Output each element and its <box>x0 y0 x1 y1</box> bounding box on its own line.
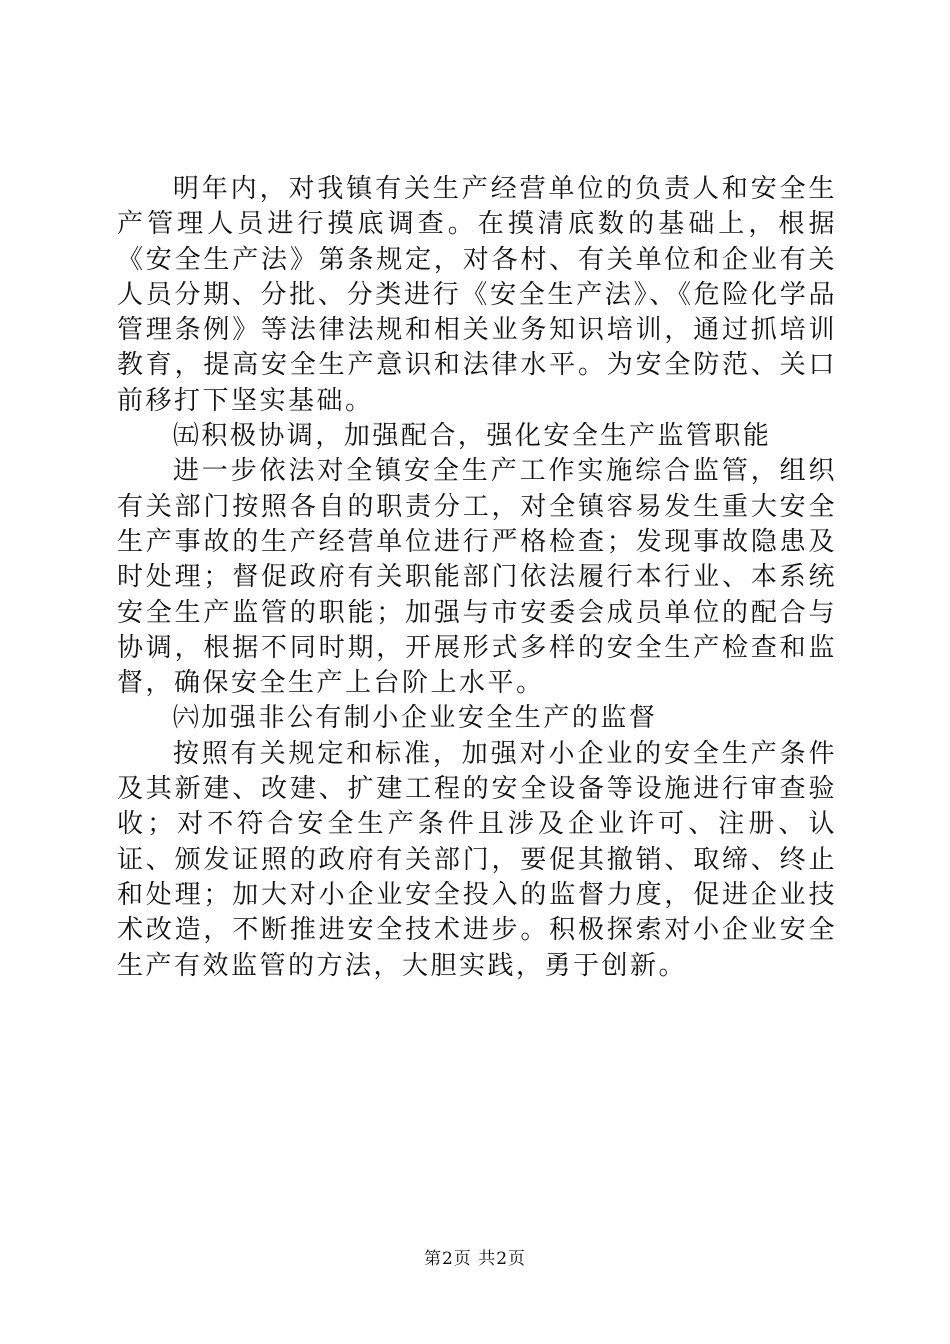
body-paragraph: 明年内，对我镇有关生产经营单位的负责人和安全生产管理人员进行摸底调查。在摸清底数的基础上，根据《安全生产法》第条规定，对各村、有关单位和企业有关人员分期、分批、分类进行《安全生产法》、《危险化学品管理条例》等法律法规和相关业务知识培训，通过抓培训教育，提高安全生产意识和法律水平。为安全防范、关口前移打下坚实基础。 <box>117 174 837 416</box>
section-heading: ㈥加强非公有制小企业安全生产的监督 <box>172 703 658 734</box>
page-number-footer: 第2页 共2页 <box>423 1249 527 1269</box>
document-body <box>117 172 837 984</box>
body-paragraph: 进一步依法对全镇安全生产工作实施综合监管，组织有关部门按照各自的职责分工，对全镇容易发生重大安全生产事故的生产经营单位进行严格检查；发现事故隐患及时处理；督促政府有关职能部门依法履行本行业、本系统安全生产监管的职能；加强与市安委会成员单位的配合与协调，根据不同时期，开展形式多样的安全生产检查和监督，确保安全生产上台阶上水平。 <box>117 456 837 699</box>
section-heading: ㈤积极协调，加强配合，强化安全生产监管职能 <box>172 421 772 452</box>
body-paragraph: 按照有关规定和标准，加强对小企业的安全生产条件及其新建、改建、扩建工程的安全设备等设施进行审查验收；对不符合安全生产条件且涉及企业许可、注册、认证、颁发证照的政府有关部门，要促其撤销、取缔、终止和处理；加大对小企业安全投入的监督力度，促进企业技术改造，不断推进安全技术进步。积极探索对小企业安全生产有效监管的方法，大胆实践，勇于创新。 <box>117 738 837 981</box>
